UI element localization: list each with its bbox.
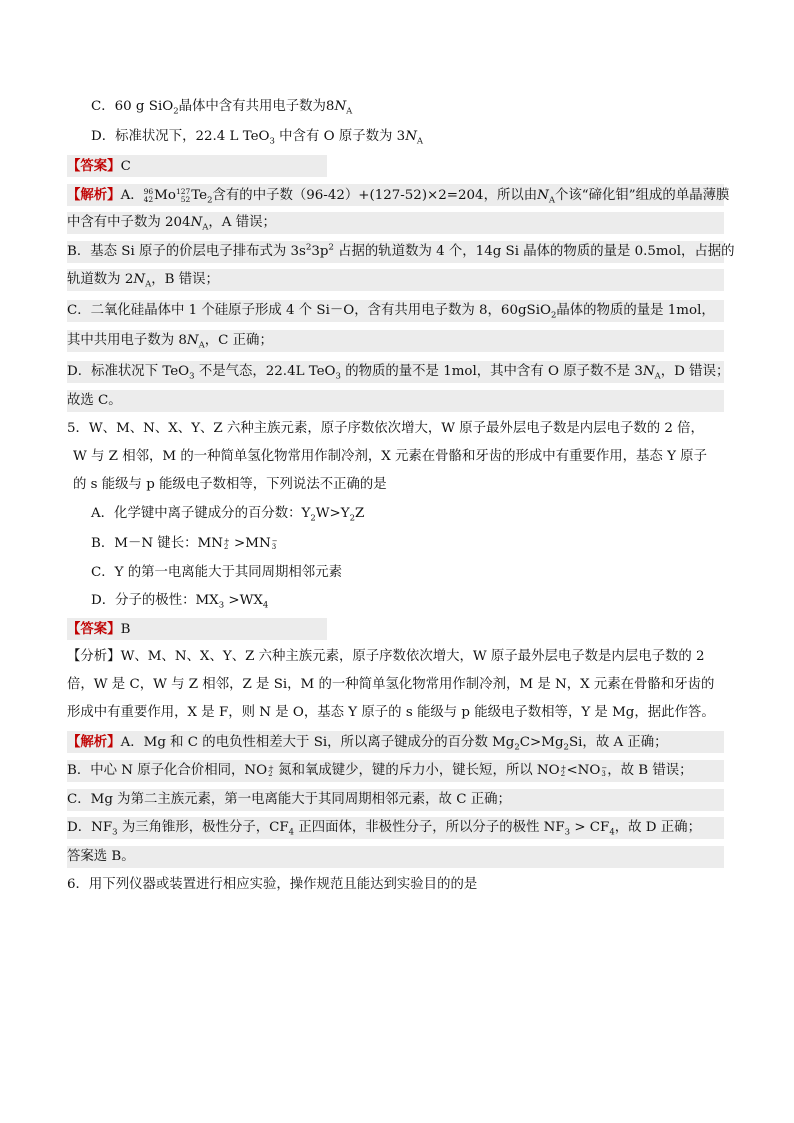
q5-option-a: A．化学键中离子键成分的百分数：$Y_2W>Y_2Z$ <box>91 506 365 524</box>
q4-analysis-b-line2: 轨道数为 $2N_A$，B 错误； <box>0 269 794 291</box>
q5-option-b: B．M－N 键长：MN + 2 >MN − 3 <box>91 536 278 551</box>
q5-analysis-a: 【解析】A．Mg 和 C 的电负性相差大于 Si，所以离子键成分的百分数 $Mg_2C>Mg_2Si$，故 A 正确； <box>0 731 794 753</box>
q5-analysis-b: B．中心 N 原子化合价相同，NO + 2 氮和氧成键少，键的斥力小，键长短，所以 NO + 2 <NO − 3 ，故 B 错误； <box>0 760 794 782</box>
answer-tag: 【答案】 <box>67 621 121 637</box>
q4-analysis-a-line2: 中含有中子数为 $204N_A$，A 错误； <box>0 212 794 234</box>
q4-conclusion: 故选 C。 <box>0 390 794 412</box>
q4-answer: 【答案】C <box>0 155 794 177</box>
q5-option-d: D．分子的极性：$MX_3 >WX_4$ <box>91 593 269 611</box>
q4-option-d: D．标准状况下，22.4 L TeO$_3$ 中含有 O 原子数为 $3N_A$ <box>91 129 424 147</box>
q5-stem-line3: 的 s 能级与 p 能级电子数相等，下列说法不正确的是 <box>73 477 387 492</box>
q5-answer: 【答案】B <box>0 618 794 640</box>
q4-analysis-d: D．标准状况下 TeO$_3$ 不是气态，22.4L TeO$_3$ 的物质的量不是 1mol，其中含有 O 原子数不是 $3N_A$，D 错误； <box>0 361 794 383</box>
q6-stem: 6．用下列仪器或装置进行相应实验，操作规范且能达到实验目的的是 <box>67 877 478 892</box>
q5-fenxi-line1: 【分析】W、M、N、X、Y、Z 六种主族元素，原子序数依次增大，W 原子最外层电子数是内层电子数的 2 <box>67 649 705 664</box>
q5-analysis-d: D．$NF_3$ 为三角锥形，极性分子，$CF_4$ 正四面体，非极性分子，所以分子的极性 $NF_3 > CF_4$，故 D 正确； <box>0 817 794 839</box>
q5-stem-line2: W 与 Z 相邻，M 的一种简单氢化物常用作制冷剂，X 元素在骨骼和牙齿的形成中有重要作用，基态 Y 原子 <box>73 449 707 464</box>
q5-analysis-c: C．Mg 为第二主族元素，第一电离能大于其同周期相邻元素，故 C 正确； <box>0 789 794 811</box>
fenxi-tag: 【分析】 <box>67 649 121 664</box>
q4-analysis-c-line2: 其中共用电子数为 $8N_A$，C 正确； <box>0 330 794 352</box>
q5-fenxi-line2: 倍，W 是 C，W 与 Z 相邻，Z 是 Si，M 的一种简单氢化物常用作制冷剂，M 是 N，X 元素在骨骼和牙齿的 <box>67 677 715 692</box>
analysis-tag: 【解析】 <box>67 187 121 203</box>
q4-option-c: C．60 g SiO$_2$晶体中含有共用电子数为$8N_A$ <box>91 99 353 117</box>
q5-stem-line1: 5．W、M、N、X、Y、Z 六种主族元素，原子序数依次增大，W 原子最外层电子数是内层电子数的 2 倍， <box>67 421 704 436</box>
q5-option-c: C．Y 的第一电离能大于其同周期相邻元素 <box>91 565 342 580</box>
q4-analysis-c-line1: C．二氧化硅晶体中 1 个硅原子形成 4 个 Si－O，含有共用电子数为 8，60gSiO$_2$晶体的物质的量是 1mol， <box>0 300 794 322</box>
answer-tag: 【答案】 <box>67 158 121 174</box>
q5-conclusion: 答案选 B。 <box>0 846 794 868</box>
q5-fenxi-line3: 形成中有重要作用，X 是 F，则 N 是 O，基态 Y 原子的 s 能级与 p 能级电子数相等，Y 是 Mg，据此作答。 <box>67 705 715 720</box>
q4-analysis-a-line1: 【解析】A． 96 42 Mo 127 52 $Te_2$含有的中子数（96-42）+(127-52)×2=204，所以由$N_A$个该“碲化钼”组成的单晶薄膜 <box>0 184 794 206</box>
q4-analysis-b-line1: B．基态 Si 原子的价层电子排布式为 $3s^23p^2$ 占据的轨道数为 4 个，14g Si 晶体的物质的量是 0.5mol，占据的 <box>0 241 794 263</box>
analysis-tag: 【解析】 <box>67 734 121 750</box>
